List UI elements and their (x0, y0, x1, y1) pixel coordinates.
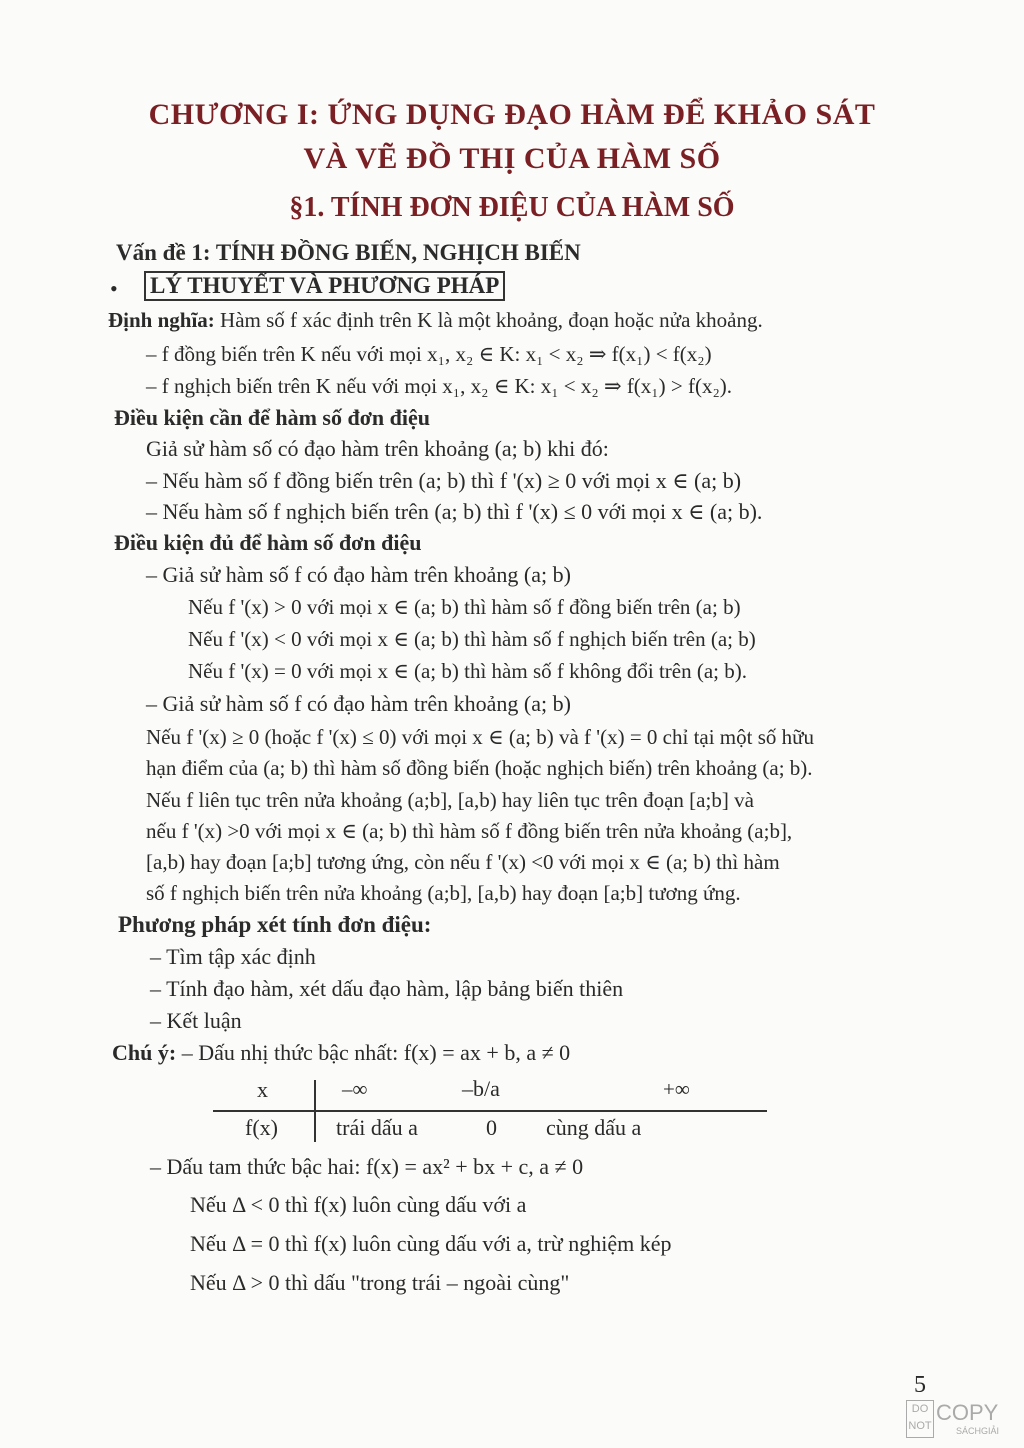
quad-case-1: Nếu Δ < 0 thì f(x) luôn cùng dấu với a (190, 1192, 527, 1217)
quad-case-2: Nếu Δ = 0 thì f(x) luôn cùng dấu với a, trừ nghiệm kép (190, 1231, 672, 1256)
table-row2-c3: cùng dấu a (546, 1115, 642, 1140)
suf-line-4: – Giả sử hàm số f có đạo hàm trên khoảng (a; b) (146, 691, 571, 716)
table-row2-c1: trái dấu a (336, 1115, 418, 1140)
sufficient-heading: Điều kiện đủ để hàm số đơn điệu (114, 530, 422, 555)
method-step-1: – Tìm tập xác định (150, 944, 316, 969)
def-line-2: – f nghịch biến trên K nếu với mọi x₁, x₂ ∈ K: x₁ < x₂ ⇒ f(x₁) > f(x₂). (146, 374, 733, 398)
suf-line-1: Nếu f '(x) > 0 với mọi x ∈ (a; b) thì hàm số f đồng biến trên (a; b) (188, 595, 741, 619)
method-step-2: – Tính đạo hàm, xét dấu đạo hàm, lập bảng biến thiên (150, 976, 624, 1001)
note-text: – Dấu nhị thức bậc nhất: f(x) = ax + b, a ≠ 0 (176, 1040, 571, 1065)
nec-line-1: – Nếu hàm số f đồng biến trên (a; b) thì f '(x) ≥ 0 với mọi x ∈ (a; b) (146, 468, 742, 493)
necessary-heading: Điều kiện cần để hàm số đơn điệu (114, 405, 430, 430)
definition-label: Định nghĩa: (108, 308, 215, 332)
suf-line-3: Nếu f '(x) = 0 với mọi x ∈ (a; b) thì hàm số f không đổi trên (a; b). (188, 659, 748, 683)
quad-line: – Dấu tam thức bậc hai: f(x) = ax² + bx + c, a ≠ 0 (150, 1154, 584, 1179)
table-row2-c2: 0 (486, 1115, 497, 1140)
quad-case-3: Nếu Δ > 0 thì dấu "trong trái – ngoài cùng" (190, 1270, 570, 1295)
suf-para2-l3: [a,b) hay đoạn [a;b] tương ứng, còn nếu f '(x) <0 với mọi x ∈ (a; b) thì hàm (146, 850, 780, 874)
chapter-title-line2: VÀ VẼ ĐỒ THỊ CỦA HÀM SỐ (303, 142, 721, 175)
watermark-not: NOT (908, 1420, 932, 1432)
suf-para1-l1: Nếu f '(x) ≥ 0 (hoặc f '(x) ≤ 0) với mọi x ∈ (a; b) và f '(x) = 0 chỉ tại một số hữu (146, 725, 815, 749)
watermark-brand: SÁCHGIẢI (956, 1426, 1000, 1436)
note-line (112, 1040, 570, 1066)
definition-text: Hàm số f xác định trên K là một khoảng, đoạn hoặc nửa khoảng. (214, 308, 763, 332)
suf-para1-l2: hạn điểm của (a; b) thì hàm số đồng biến (hoặc nghịch biến) trên khoảng (a; b). (146, 756, 813, 780)
nec-line-0: Giả sử hàm số có đạo hàm trên khoảng (a; b) khi đó: (146, 436, 609, 461)
chapter-title-line1: CHƯƠNG I: ỨNG DỤNG ĐẠO HÀM ĐỂ KHẢO SÁT (148, 98, 876, 131)
suf-line-0: – Giả sử hàm số f có đạo hàm trên khoảng (a; b) (146, 562, 571, 587)
table-divider-v (314, 1080, 316, 1142)
method-step-3: – Kết luận (150, 1008, 242, 1033)
watermark-do: DO (911, 1403, 929, 1415)
definition-line (108, 308, 763, 333)
table-row1-c3: +∞ (663, 1077, 690, 1101)
suf-para2-l4: số f nghịch biến trên nửa khoảng (a;b], [a,b) hay đoạn [a;b] tương ứng. (146, 881, 741, 905)
table-row1-label: x (257, 1077, 268, 1102)
table-row1-c2: –b/a (462, 1076, 500, 1101)
suf-para2-l2: nếu f '(x) >0 với mọi x ∈ (a; b) thì hàm số f đồng biến trên nửa khoảng (a;b], (146, 819, 793, 843)
watermark-copy: COPY (936, 1400, 999, 1425)
method-heading: Phương pháp xét tính đơn điệu: (118, 912, 432, 937)
table-divider-h (213, 1110, 767, 1112)
table-row1-c1: –∞ (342, 1077, 368, 1101)
def-line-1: – f đồng biến trên K nếu với mọi x₁, x₂ ∈ K: x₁ < x₂ ⇒ f(x₁) < f(x₂) (146, 342, 712, 366)
table-row2-label: f(x) (245, 1115, 278, 1140)
suf-line-2: Nếu f '(x) < 0 với mọi x ∈ (a; b) thì hàm số f nghịch biến trên (a; b) (188, 627, 756, 651)
theory-box: LÝ THUYẾT VÀ PHƯƠNG PHÁP (144, 271, 505, 301)
note-label: Chú ý: (112, 1040, 177, 1065)
page-number: 5 (914, 1372, 926, 1398)
suf-para2-l1: Nếu f liên tục trên nửa khoảng (a;b], [a,b) hay liên tục trên đoạn [a;b] và (146, 788, 754, 812)
topic-heading: Vấn đề 1: TÍNH ĐỒNG BIẾN, NGHỊCH BIẾN (116, 240, 581, 265)
bullet-icon: • (110, 276, 118, 301)
section-title: §1. TÍNH ĐƠN ĐIỆU CỦA HÀM SỐ (289, 192, 735, 223)
nec-line-2: – Nếu hàm số f nghịch biến trên (a; b) thì f '(x) ≤ 0 với mọi x ∈ (a; b). (146, 499, 763, 524)
